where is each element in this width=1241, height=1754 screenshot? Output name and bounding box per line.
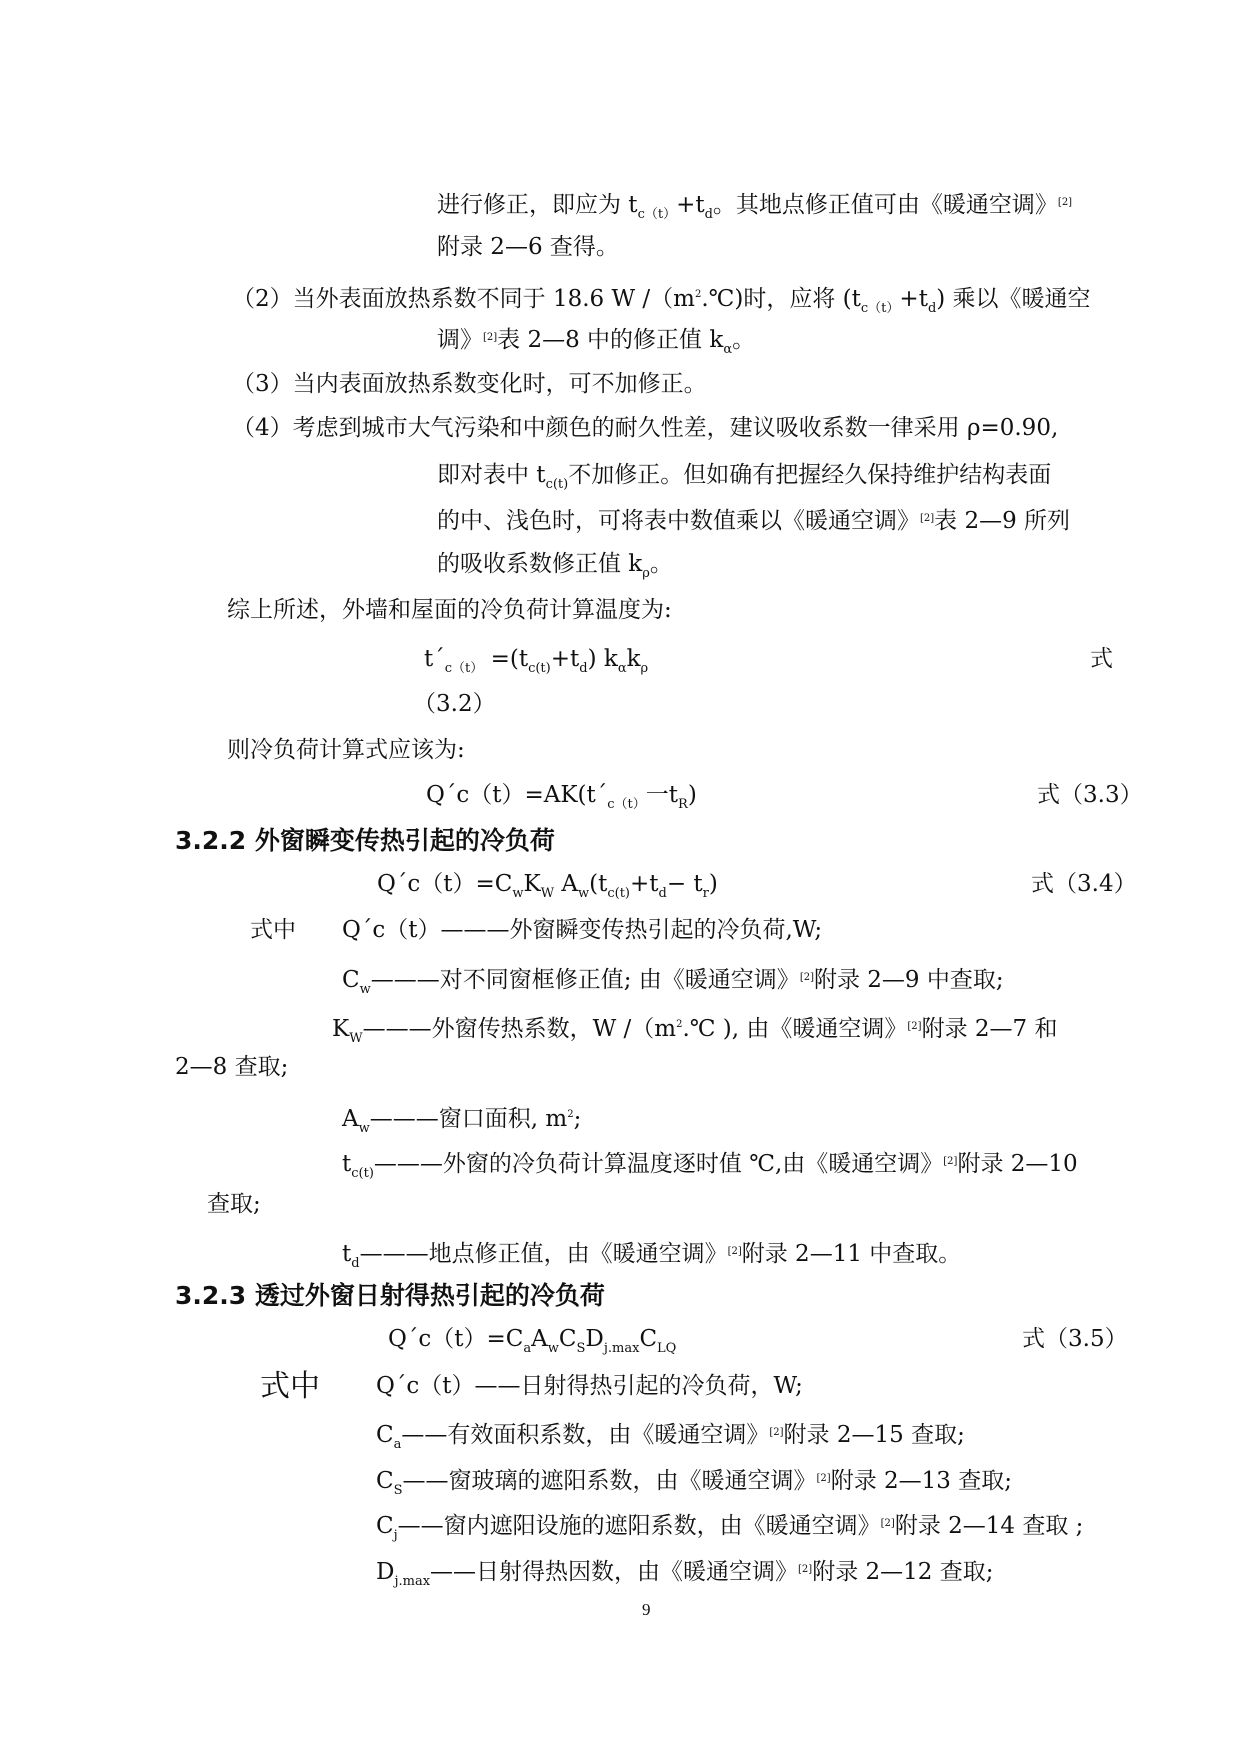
definition: Q´c（t）——日射得热引起的冷负荷，W; [376, 1373, 803, 1399]
subscript: d [351, 1256, 360, 1271]
subscript: c(t) [607, 886, 630, 901]
text: .℃)时，应将 (t [701, 286, 861, 312]
text: C [639, 1326, 658, 1352]
definition [342, 1237, 961, 1279]
text: D [376, 1559, 395, 1585]
text: C [376, 1422, 394, 1448]
subscript: α [617, 661, 627, 676]
text: ——有效面积系数，由《暖通空调》 [401, 1422, 770, 1448]
paragraph: 则冷负荷计算式应该为: [227, 737, 465, 763]
subscript: W [540, 886, 555, 901]
citation: [2] [920, 513, 935, 524]
list-item [232, 280, 1091, 324]
subscript: R [678, 797, 688, 812]
text: ) [687, 782, 697, 808]
equation-label: 式（3.3） [1037, 782, 1143, 808]
where-label: 式中 [250, 917, 296, 943]
text-line [437, 323, 755, 365]
text: ) k [587, 646, 618, 672]
section-heading: 3.2.2 外窗瞬变传热引起的冷负荷 [175, 826, 555, 855]
subscript: c（t） [637, 207, 677, 222]
text: C [376, 1513, 394, 1539]
citation: [2] [798, 1564, 813, 1575]
citation: [2] [943, 1156, 958, 1167]
text: 不加修正。但如确有把握经久保持维护结构表面 [568, 462, 1052, 488]
text: ) [708, 871, 718, 897]
subscript: c(t) [351, 1166, 374, 1181]
text: ) 乘以《暖通空 [936, 286, 1091, 312]
citation: [2] [483, 332, 498, 343]
text: 附录 2—12 查取; [812, 1559, 994, 1585]
subscript: S [576, 1341, 586, 1356]
text: A [342, 1106, 359, 1132]
text: .℃ ), 由《暖通空调》 [682, 1016, 908, 1042]
equation-3-5 [388, 1324, 676, 1364]
subscript: α [723, 342, 733, 357]
text: 附录 2—14 查取 ; [894, 1513, 1084, 1539]
text: D [585, 1326, 604, 1352]
equation-3-2 [424, 644, 648, 684]
text: ——日射得热因数，由《暖通空调》 [430, 1559, 799, 1585]
equation-number: （3.2） [413, 691, 496, 717]
text: − t [666, 871, 703, 897]
text: 一t [645, 782, 679, 808]
text: 附录 2—15 查取; [783, 1422, 965, 1448]
citation: [2] [799, 972, 814, 983]
subscript: d [927, 301, 937, 316]
text: 表 2—9 所列 [934, 508, 1071, 534]
citation: [2] [769, 1427, 784, 1438]
superscript: 2 [567, 1109, 574, 1120]
definition [376, 1418, 965, 1460]
text: A [554, 871, 578, 897]
text: Q´c（t）=C [388, 1326, 524, 1352]
where-label: 式中 [260, 1369, 320, 1404]
citation: [2] [816, 1473, 831, 1484]
superscript: 2 [676, 1019, 683, 1030]
text: 附录 2—9 中查取; [813, 967, 1004, 993]
subscript: w [358, 1121, 370, 1136]
text-line [437, 504, 1070, 536]
equation-3-3 [426, 780, 697, 820]
text-line [437, 188, 1072, 230]
subscript: j [393, 1528, 398, 1543]
subscript: c（t） [860, 301, 900, 316]
definition [376, 1555, 993, 1597]
text: t [342, 1151, 352, 1177]
citation: [2] [907, 1021, 922, 1032]
text: 即对表中 t [437, 462, 546, 488]
citation: [2] [1057, 197, 1073, 208]
text: 进行修正，即应为 t [437, 192, 638, 218]
equation-label: 式 [1090, 646, 1113, 672]
text: ——窗内遮阳设施的遮阳系数，由《暖通空调》 [397, 1513, 881, 1539]
definition: Q´c（t）———外窗瞬变传热引起的冷负荷,W; [342, 917, 823, 943]
text: Q´c（t）=AK(t´ [426, 782, 608, 808]
text: A [531, 1326, 548, 1352]
text-line [437, 549, 673, 589]
text: C [376, 1468, 394, 1494]
text: （2）当外表面放热系数不同于 18.6 W /（m [232, 286, 695, 312]
definition [342, 1147, 1078, 1189]
superscript: 2 [694, 289, 702, 300]
definition-continuation: 2—8 查取; [175, 1054, 289, 1080]
subscript: W [349, 1031, 363, 1046]
text: ———地点修正值，由《暖通空调》 [359, 1241, 728, 1267]
list-item: （4）考虑到城市大气污染和中颜色的耐久性差，建议吸收系数一律采用 ρ=0.90, [232, 415, 1059, 441]
text: t [342, 1241, 352, 1267]
text: Q´c（t）=C [377, 871, 513, 897]
subscript: r [702, 886, 709, 901]
subscript: w [359, 982, 371, 997]
text: 调》 [437, 327, 483, 353]
text: K [332, 1016, 350, 1042]
subscript: w [512, 886, 524, 901]
subscript: w [547, 1341, 559, 1356]
subscript: LQ [657, 1341, 677, 1356]
subscript: w [577, 886, 590, 901]
text: ———外窗传热系数，W /（m [362, 1016, 677, 1042]
definition-continuation: 查取; [207, 1191, 261, 1217]
text: C [558, 1326, 577, 1352]
citation: [2] [880, 1518, 895, 1529]
subscript: j.max [394, 1574, 431, 1589]
definition [342, 963, 1004, 1005]
equation-3-4 [377, 869, 718, 909]
text-line: 附录 2—6 查得。 [437, 234, 619, 260]
list-item: （3）当内表面放热系数变化时，可不加修正。 [232, 371, 707, 397]
text: 。其地点修正值可由《暖通空调》 [712, 192, 1058, 218]
definition [332, 1010, 1057, 1054]
page-number: 9 [642, 1600, 651, 1619]
text: t´ [424, 646, 445, 672]
subscript: a [393, 1437, 402, 1452]
text: ———对不同窗框修正值; 由《暖通空调》 [370, 967, 800, 993]
subscript: c（t） [444, 661, 484, 676]
subscript: c（t） [607, 797, 646, 812]
paragraph: 综上所述，外墙和屋面的冷负荷计算温度为: [227, 597, 672, 623]
text: 的中、浅色时，可将表中数值乘以《暖通空调》 [437, 508, 920, 534]
text: 附录 2—11 中查取。 [741, 1241, 962, 1267]
text: +t [630, 871, 659, 897]
subscript: c(t) [528, 661, 551, 676]
citation: [2] [727, 1246, 742, 1257]
text: ——窗玻璃的遮阳系数，由《暖通空调》 [402, 1468, 817, 1494]
definition [376, 1509, 1083, 1551]
text: 的吸收系数修正值 k [437, 551, 643, 577]
text: 附录 2—13 查取; [830, 1468, 1012, 1494]
text: k [626, 646, 641, 672]
equation-label: 式（3.5） [1022, 1326, 1128, 1352]
definition [376, 1464, 1012, 1506]
text: =(t [483, 646, 529, 672]
subscript: c(t) [545, 477, 569, 492]
text: +t [676, 192, 705, 218]
subscript: a [523, 1341, 532, 1356]
text: +t [550, 646, 580, 672]
equation-label: 式（3.4） [1031, 871, 1137, 897]
text: 表 2—8 中的修正值 k [497, 327, 724, 353]
text: 附录 2—7 和 [921, 1016, 1058, 1042]
subscript: S [393, 1483, 403, 1498]
text: 。 [732, 327, 756, 353]
text: ———窗口面积, m [369, 1106, 568, 1132]
text: (t [589, 871, 608, 897]
text: 。 [649, 551, 673, 577]
text-line [437, 460, 1051, 500]
section-heading: 3.2.3 透过外窗日射得热引起的冷负荷 [175, 1281, 605, 1310]
subscript: d [704, 207, 713, 222]
subscript: j.max [603, 1341, 640, 1356]
subscript: ρ [642, 566, 650, 581]
text: C [342, 967, 360, 993]
subscript: ρ [640, 661, 649, 676]
text: ; [573, 1106, 582, 1132]
text: K [523, 871, 541, 897]
subscript: d [658, 886, 667, 901]
subscript: d [579, 661, 588, 676]
text: +t [899, 286, 928, 312]
definition [342, 1100, 581, 1144]
text: ———外窗的冷负荷计算温度逐时值 ℃,由《暖通空调》 [373, 1151, 944, 1177]
text: 附录 2—10 [957, 1151, 1078, 1177]
